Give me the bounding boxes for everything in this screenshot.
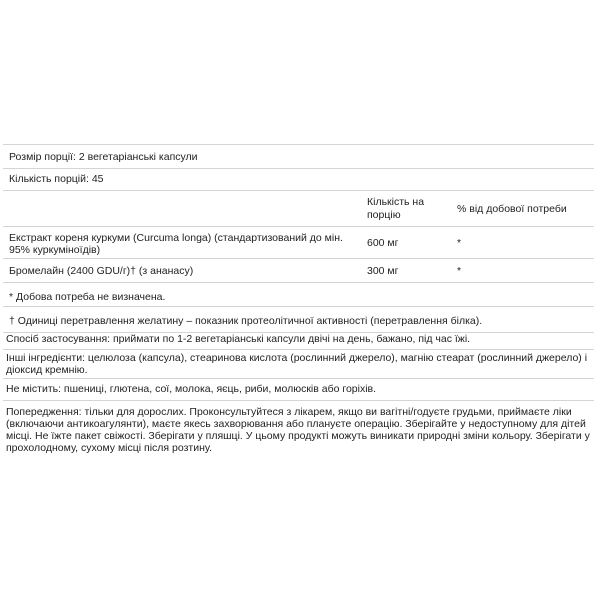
ingredient-name: Бромелайн (2400 GDU/г)† (з ананасу): [9, 265, 194, 277]
amount-header-line2: порцію: [367, 209, 401, 221]
ingredient-dv: *: [457, 265, 462, 277]
ingredient-name-line2: 95% куркуміноїдів): [9, 244, 101, 256]
directions: Спосіб застосування: приймати по 1-2 вегетаріанські капсули двічі на день, бажано, під час їжі.: [6, 333, 471, 345]
footnote-row: [3, 283, 594, 307]
warnings-line2: (включаючи антикоагулянти), маєте якесь захворювання або плануєте операцію. Зберігайте у недоступному для дітей: [6, 418, 586, 430]
other-ingredients-line1: Інші інгредієнти: целюлоза (капсула), стеаринова кислота (рослинний джерело), магнію стеарат (рослинний джерело) і: [6, 352, 588, 364]
serving-size: Розмір порції: 2 вегетаріанські капсули: [9, 151, 198, 163]
ingredient-name-line1: Екстракт кореня куркуми (Curcuma longa) (стандартизований до мін.: [9, 232, 343, 244]
other-ingredients-line2: діоксид кремнію.: [6, 364, 88, 376]
warnings-line4: прохолодному, сухому місці після розтину.: [6, 442, 212, 454]
ingredient-amount: 300 мг: [367, 265, 399, 277]
footnote-row: [3, 307, 594, 333]
table-header-row: [3, 191, 594, 227]
table-row: [3, 259, 594, 283]
amount-header-line1: Кількість на: [367, 196, 425, 208]
divider: [3, 349, 594, 350]
servings-per-container: Кількість порцій: 45: [9, 173, 104, 185]
divider: [3, 378, 594, 379]
daily-value-header: % від добової потреби: [457, 203, 567, 215]
free-of: Не містить: пшениці, глютена, сої, молока, яєць, риби, молюсків або горіхів.: [6, 383, 377, 395]
dv-footnote: * Добова потреба не визначена.: [9, 291, 166, 303]
ingredient-dv: *: [457, 237, 462, 249]
servings-per-container-row: [3, 169, 594, 191]
gdu-footnote: † Одиниці перетравлення желатину – показник протеолітичної активності (перетравлення білка).: [9, 315, 483, 327]
divider: [3, 400, 594, 401]
serving-size-row: [3, 145, 594, 169]
warnings-line3: місці. Не їжте пакет свіжості. Зберігати у пляшці. У цьому продукті можуть виникати природні зміни кольору. Зберігати у: [6, 430, 590, 442]
ingredient-amount: 600 мг: [367, 237, 399, 249]
warnings-line1: Попередження: тільки для дорослих. Проконсультуйтеся з лікарем, якщо ви вагітні/годуєте грудьми, приймаєте ліки: [6, 406, 572, 418]
supplement-facts-table: [3, 144, 594, 333]
table-row: [3, 227, 594, 259]
